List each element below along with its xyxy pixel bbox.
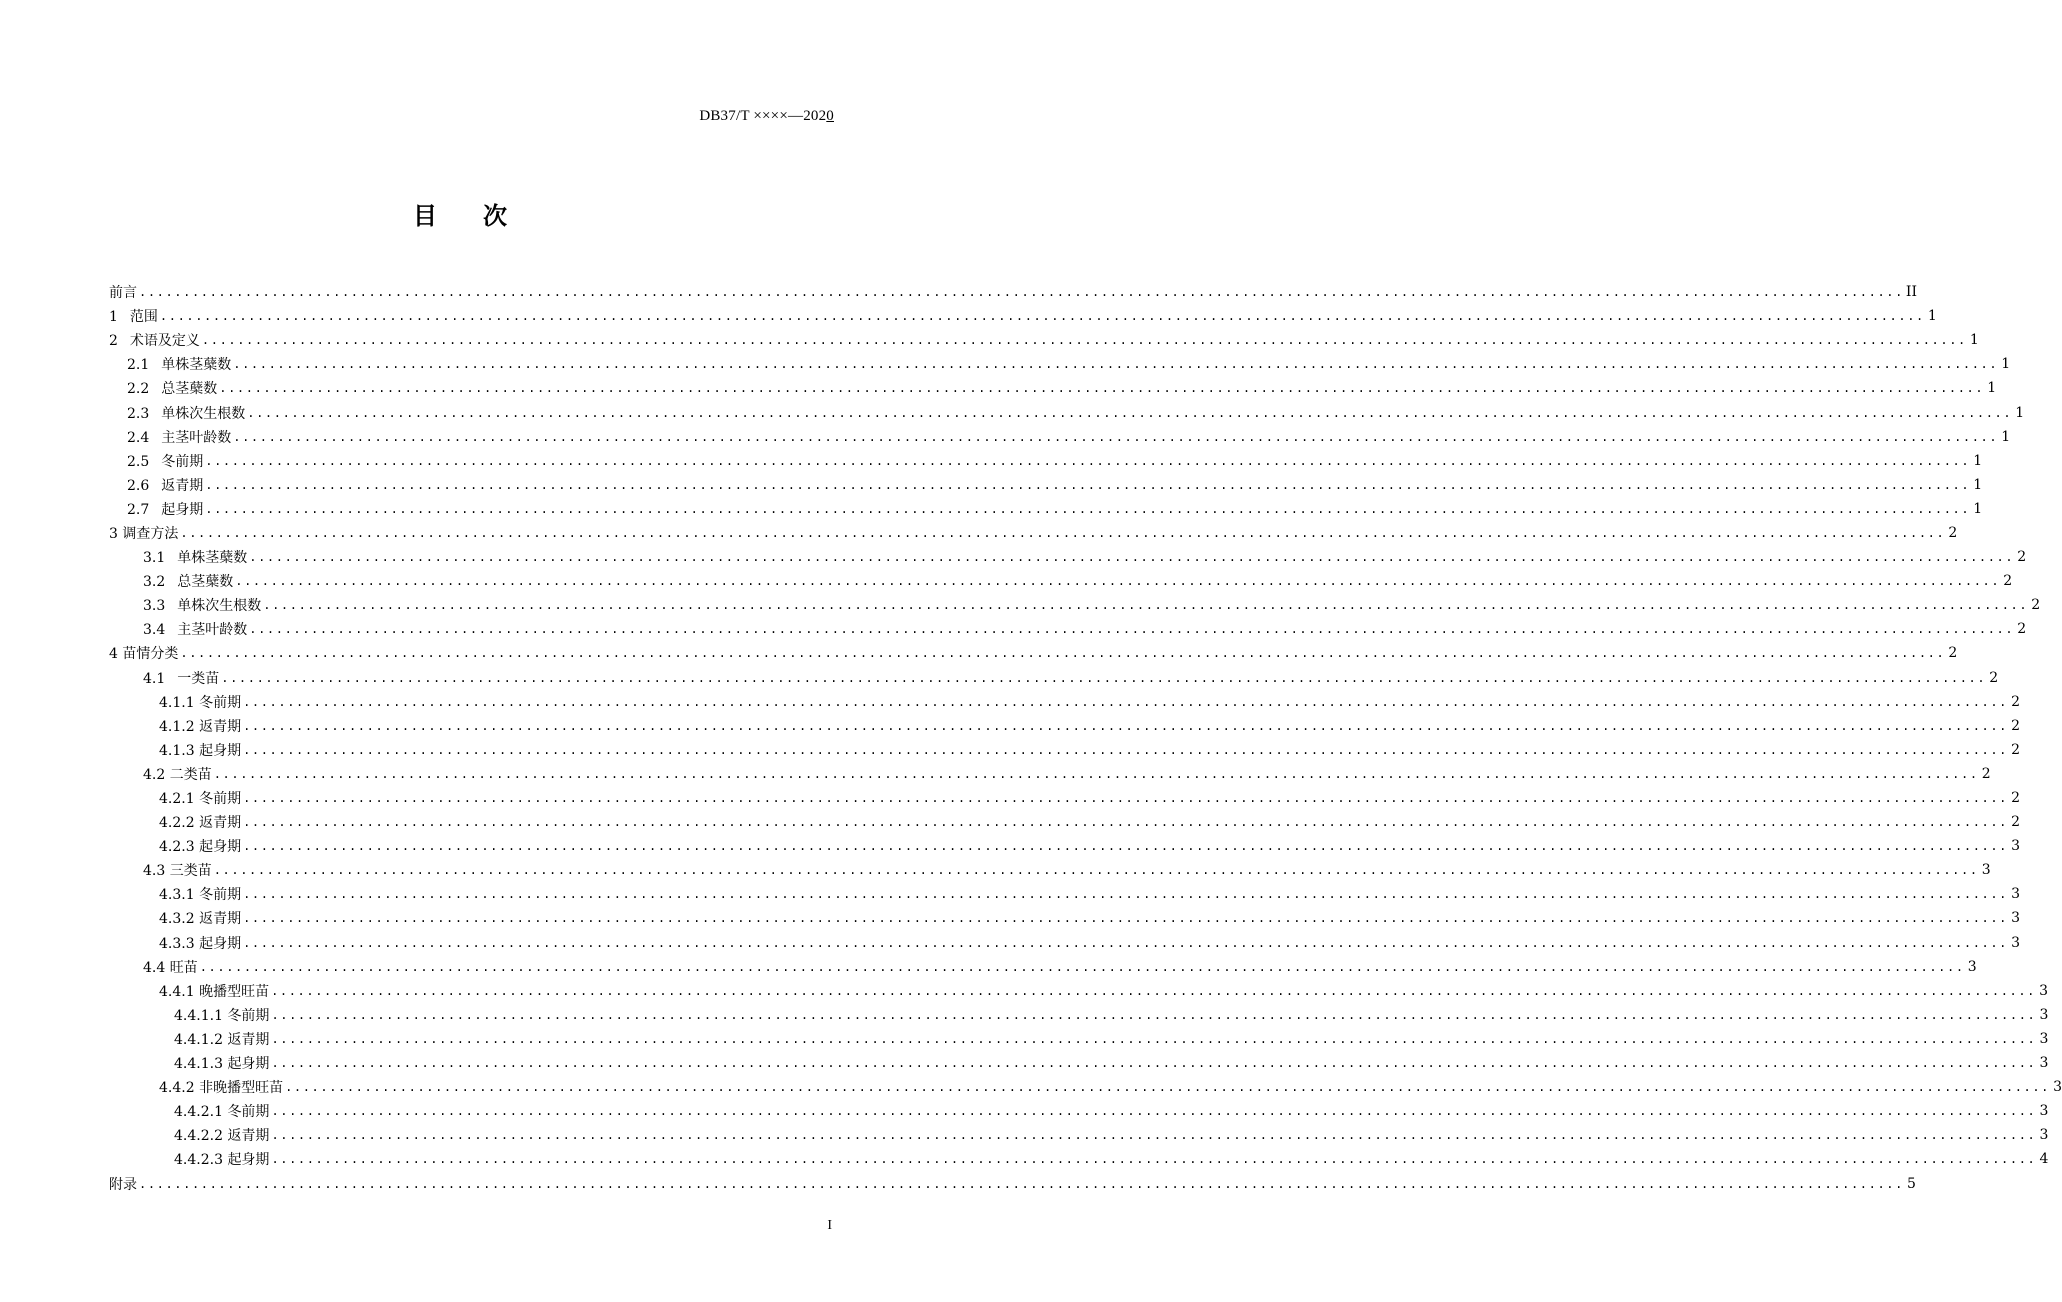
toc-entry-number: 4.4 — [143, 959, 166, 976]
toc-dot-leader: ........................................................................................................................................................................................................ — [199, 959, 1965, 974]
toc-entry-number: 4.2.3 — [159, 839, 195, 856]
toc-dot-leader: ........................................................................................................................................................................................................ — [205, 453, 1971, 468]
toc-entry-label: 返青期 — [199, 911, 242, 928]
toc-entry-label: 起身期 — [199, 742, 242, 759]
toc-dot-leader: ........................................................................................................................................................................................................ — [205, 477, 1971, 492]
toc-entry-number: 4.3.1 — [159, 887, 195, 904]
toc-entry-page: 1 — [2015, 404, 2025, 421]
toc-entry-title — [159, 836, 241, 856]
toc-entry-page: 3 — [2039, 1006, 2049, 1023]
toc-entry-label: 冬前期 — [227, 1104, 270, 1121]
toc-entry-title — [159, 884, 241, 904]
toc-dot-leader: ........................................................................................................................................................................................................ — [213, 766, 1979, 781]
toc-entry-title — [159, 812, 241, 832]
toc-entry-page: 3 — [1967, 958, 1977, 975]
toc-entry-page: 3 — [2011, 934, 2020, 951]
toc-entry-label: 起身期 — [227, 1056, 270, 1073]
toc-entry-number: 4.4.2 — [159, 1080, 195, 1097]
toc-entry-title — [143, 860, 212, 880]
toc-entry-label: 二类苗 — [169, 766, 212, 783]
toc-entry-page: 2 — [1948, 524, 1958, 541]
toc-entry[interactable] — [109, 858, 1991, 882]
toc-entry-number: 4.2.1 — [159, 791, 195, 808]
toc-entry[interactable] — [109, 690, 2020, 714]
toc-dot-leader: ........................................................................................................................................................................................................ — [247, 405, 2013, 420]
toc-entry-title — [159, 716, 241, 736]
toc-entry-title — [159, 740, 241, 760]
toc-entry-title — [159, 692, 241, 712]
toc-entry-label: 前言 — [109, 285, 137, 302]
toc-entry-title — [174, 1125, 269, 1145]
toc-entry-number: 4.4.1.3 — [174, 1056, 223, 1073]
toc-dot-leader: ........................................................................................................................................................................................................ — [285, 1080, 2050, 1095]
toc-entry-label: 冬前期 — [199, 791, 242, 808]
toc-entry[interactable] — [109, 714, 2020, 738]
toc-dot-leader: ........................................................................................................................................................................................................ — [243, 718, 2008, 733]
toc-entry[interactable] — [109, 906, 2020, 930]
toc-entry[interactable] — [109, 786, 2020, 810]
toc-entry-title — [109, 643, 178, 663]
toc-entry-label: 返青期 — [227, 1128, 270, 1145]
toc-entry-title — [159, 981, 269, 1001]
toc-entry[interactable] — [109, 762, 1991, 786]
toc-entry-number: 3.2 — [143, 574, 166, 591]
toc-entry-label: 术语及定义 — [129, 333, 200, 350]
toc-entry-title — [174, 1101, 269, 1121]
toc-entry-title — [143, 571, 233, 591]
toc-entry-number: 4.3 — [143, 863, 166, 880]
toc-entry-page: 2 — [2003, 573, 2013, 590]
toc-entry-number: 4.4.1 — [159, 983, 195, 1000]
toc-entry-label: 起身期 — [199, 839, 242, 856]
toc-entry[interactable] — [109, 617, 2027, 641]
toc-entry[interactable] — [109, 1051, 2049, 1075]
toc-dot-leader: ........................................................................................................................................................................................................ — [201, 333, 1967, 348]
toc-entry-label: 非晚播型旺苗 — [199, 1080, 284, 1097]
toc-entry-title — [127, 475, 203, 495]
toc-entry-title — [174, 1149, 269, 1169]
toc-dot-leader: ........................................................................................................................................................................................................ — [263, 598, 2029, 613]
toc-entry-page: 1 — [1973, 476, 1983, 493]
toc-entry-title — [159, 788, 241, 808]
toc-entry-page: 5 — [1907, 1175, 1916, 1192]
toc-entry-page: 2 — [2017, 549, 2027, 566]
document-code-text: DB37/T ××××—202 — [699, 108, 827, 124]
toc-entry-page: 2 — [1948, 645, 1958, 662]
toc-entry[interactable] — [109, 569, 2013, 593]
toc-entry-number: 4.1 — [143, 670, 166, 687]
toc-dot-leader: ........................................................................................................................................................................................................ — [271, 1152, 2037, 1167]
toc-entry[interactable] — [109, 834, 2020, 858]
toc-dot-leader: ........................................................................................................................................................................................................ — [243, 694, 2008, 709]
toc-entry[interactable] — [109, 521, 1958, 545]
toc-entry-label: 冬前期 — [199, 887, 242, 904]
toc-entry-number: 4.4.1.2 — [174, 1031, 223, 1048]
toc-entry-number: 4.1.1 — [159, 694, 195, 711]
toc-dot-leader: ........................................................................................................................................................................................................ — [180, 525, 1946, 540]
page-title-char-1: 目 — [413, 202, 437, 230]
toc-entry-title — [143, 595, 261, 615]
toc-entry-title — [109, 282, 137, 302]
toc-entry-title — [174, 1053, 269, 1073]
toc-dot-leader: ........................................................................................................................................................................................................ — [243, 911, 2008, 926]
toc-entry[interactable] — [109, 1003, 2049, 1027]
toc-dot-leader: ........................................................................................................................................................................................................ — [243, 791, 2008, 806]
toc-entry-number: 2.4 — [127, 429, 150, 446]
toc-entry-page: 3 — [2011, 886, 2020, 903]
toc-entry-page: 3 — [2053, 1079, 2062, 1096]
toc-entry[interactable] — [109, 545, 2027, 569]
toc-entry-title — [143, 547, 247, 567]
toc-entry-label: 主茎叶龄数 — [177, 622, 248, 639]
page-number: I — [827, 1218, 832, 1233]
toc-entry-number: 4.2 — [143, 766, 166, 783]
toc-entry-title — [127, 427, 231, 447]
toc-entry-page: 2 — [1989, 669, 1999, 686]
toc-entry-label: 单株次生根数 — [161, 405, 246, 422]
toc-entry[interactable] — [109, 1099, 2049, 1123]
toc-entry-page: 3 — [2039, 1030, 2049, 1047]
toc-dot-leader: ........................................................................................................................................................................................................ — [233, 429, 1999, 444]
toc-entry-page: 3 — [2011, 910, 2020, 927]
toc-entry-label: 总茎蘖数 — [177, 574, 234, 591]
toc-entry[interactable] — [109, 449, 1983, 473]
page-title-char-2: 次 — [483, 202, 507, 230]
toc-dot-leader: ........................................................................................................................................................................................................ — [271, 983, 2036, 998]
toc-entry[interactable] — [109, 955, 1977, 979]
toc-entry[interactable] — [109, 1123, 2049, 1147]
toc-entry[interactable] — [109, 931, 2020, 955]
toc-entry-title — [143, 957, 198, 977]
toc-entry-number: 2.3 — [127, 405, 150, 422]
toc-entry-label: 冬前期 — [227, 1007, 270, 1024]
toc-entry-page: 3 — [2039, 1103, 2049, 1120]
toc-entry-number: 3 — [109, 525, 118, 542]
toc-entry-title — [143, 764, 212, 784]
toc-entry-title — [127, 378, 217, 398]
toc-entry[interactable] — [109, 376, 1997, 400]
toc-entry[interactable] — [109, 304, 1937, 328]
toc-entry-label: 起身期 — [161, 501, 204, 518]
toc-entry-number: 4.4.1.1 — [174, 1007, 223, 1024]
toc-entry-label: 返青期 — [161, 477, 204, 494]
toc-entry-title — [159, 933, 241, 953]
toc-dot-leader: ........................................................................................................................................................................................................ — [205, 501, 1971, 516]
toc-entry-page: 2 — [2011, 814, 2020, 831]
toc-dot-leader: ........................................................................................................................................................................................................ — [219, 381, 1985, 396]
toc-entry-title — [174, 1029, 269, 1049]
toc-entry-number: 3.1 — [143, 550, 166, 567]
toc-entry-number: 2.7 — [127, 501, 150, 518]
toc-entry-title — [127, 403, 245, 423]
toc-entry-page: 1 — [1987, 380, 1997, 397]
toc-entry-label: 附录 — [109, 1176, 137, 1193]
toc-entry-title — [109, 523, 178, 543]
toc-entry[interactable] — [109, 400, 2025, 424]
toc-dot-leader: ........................................................................................................................................................................................................ — [235, 574, 2001, 589]
toc-entry[interactable] — [109, 738, 2020, 762]
toc-entry-title — [159, 908, 241, 928]
toc-dot-leader: ........................................................................................................................................................................................................ — [221, 670, 1987, 685]
toc-entry-label: 总茎蘖数 — [161, 381, 218, 398]
toc-entry-number: 4.2.2 — [159, 815, 195, 832]
toc-entry[interactable] — [109, 810, 2020, 834]
toc-dot-leader: ........................................................................................................................................................................................................ — [243, 839, 2008, 854]
page-title — [0, 196, 920, 231]
toc-entry-title — [127, 354, 231, 374]
toc-entry-page: 2 — [2017, 621, 2027, 638]
toc-dot-leader: ........................................................................................................................................................................................................ — [139, 1176, 1904, 1191]
toc-entry-label: 范围 — [129, 309, 158, 326]
toc-dot-leader: ........................................................................................................................................................................................................ — [243, 815, 2008, 830]
toc-dot-leader: ........................................................................................................................................................................................................ — [243, 887, 2008, 902]
toc-entry-page: 2 — [2011, 741, 2020, 758]
toc-dot-leader: ........................................................................................................................................................................................................ — [233, 357, 1999, 372]
document-code-tail: 0 — [826, 108, 834, 124]
toc-dot-leader: ........................................................................................................................................................................................................ — [271, 1128, 2037, 1143]
toc-entry-label: 苗情分类 — [122, 646, 179, 663]
toc-entry-title — [143, 619, 247, 639]
toc-entry[interactable] — [109, 1027, 2049, 1051]
toc-entry-label: 冬前期 — [199, 694, 242, 711]
toc-dot-leader: ........................................................................................................................................................................................................ — [139, 285, 1904, 300]
toc-entry-label: 冬前期 — [161, 453, 204, 470]
toc-entry[interactable] — [109, 352, 2011, 376]
toc-entry[interactable] — [109, 882, 2020, 906]
toc-entry-number: 1 — [109, 309, 118, 326]
toc-entry-label: 起身期 — [199, 935, 242, 952]
toc-entry-number: 4.4.2.1 — [174, 1104, 223, 1121]
toc-entry-page: 4 — [2039, 1151, 2049, 1168]
toc-entry-page: 2 — [2031, 597, 2041, 614]
toc-dot-leader: ........................................................................................................................................................................................................ — [213, 863, 1979, 878]
toc-entry-page: 3 — [2039, 1055, 2049, 1072]
toc-entry[interactable] — [109, 1147, 2049, 1171]
toc-entry-page: 3 — [2039, 1127, 2049, 1144]
document-code — [699, 108, 834, 125]
toc-entry-number: 2.6 — [127, 477, 150, 494]
toc-entry-number: 4.1.3 — [159, 742, 195, 759]
toc-entry[interactable] — [109, 425, 2011, 449]
toc-entry-page: 2 — [1981, 765, 1991, 782]
toc-entry-label: 返青期 — [199, 718, 242, 735]
toc-entry-number: 2.2 — [127, 381, 150, 398]
toc-entry[interactable] — [109, 979, 2048, 1003]
toc-entry-label: 一类苗 — [177, 670, 220, 687]
toc-entry-number: 4.3.3 — [159, 935, 195, 952]
toc-entry-title — [143, 668, 219, 688]
toc-entry-label: 单株次生根数 — [177, 598, 262, 615]
toc-entry-number: 4.3.2 — [159, 911, 195, 928]
toc-entry-page: 3 — [2039, 982, 2048, 999]
toc-entry-label: 起身期 — [227, 1152, 270, 1169]
table-of-contents — [109, 280, 2062, 1196]
toc-entry-page: 3 — [2011, 838, 2020, 855]
toc-entry-title — [109, 306, 158, 326]
toc-entry-page: 3 — [1981, 862, 1991, 879]
toc-dot-leader: ........................................................................................................................................................................................................ — [243, 935, 2008, 950]
toc-entry-page: 2 — [2011, 790, 2020, 807]
toc-entry-title — [127, 499, 203, 519]
toc-entry-number: 2.5 — [127, 453, 150, 470]
toc-entry-page: 1 — [2001, 428, 2011, 445]
toc-entry-label: 晚播型旺苗 — [199, 983, 270, 1000]
toc-entry[interactable] — [109, 666, 1999, 690]
toc-dot-leader: ........................................................................................................................................................................................................ — [271, 1007, 2037, 1022]
toc-entry-number: 2.1 — [127, 357, 150, 374]
toc-entry[interactable] — [109, 473, 1983, 497]
toc-entry[interactable] — [109, 1075, 2062, 1099]
toc-entry[interactable] — [109, 328, 1979, 352]
toc-entry-title — [109, 1174, 137, 1194]
toc-entry-title — [127, 451, 203, 471]
toc-entry-number: 4.4.2.2 — [174, 1128, 223, 1145]
toc-entry-title — [174, 1005, 269, 1025]
toc-entry-page: 1 — [1969, 332, 1979, 349]
toc-entry-page: 1 — [2001, 356, 2011, 373]
toc-entry-title — [109, 330, 200, 350]
toc-entry[interactable] — [109, 593, 2041, 617]
toc-entry-label: 返青期 — [227, 1031, 270, 1048]
toc-entry-label: 单株茎蘖数 — [177, 550, 248, 567]
toc-entry-page: II — [1905, 284, 1917, 301]
toc-entry[interactable] — [109, 1171, 1916, 1195]
toc-entry[interactable] — [109, 280, 1917, 304]
toc-entry-number: 3.3 — [143, 598, 166, 615]
toc-entry-page: 1 — [1927, 308, 1937, 325]
toc-dot-leader: ........................................................................................................................................................................................................ — [271, 1104, 2037, 1119]
toc-dot-leader: ........................................................................................................................................................................................................ — [249, 622, 2015, 637]
toc-entry-label: 旺苗 — [169, 959, 198, 976]
toc-entry-page: 1 — [1973, 452, 1983, 469]
toc-dot-leader: ........................................................................................................................................................................................................ — [271, 1031, 2037, 1046]
toc-entry-title — [159, 1077, 283, 1097]
toc-entry-number: 4.1.2 — [159, 718, 195, 735]
toc-entry-number: 4.4.2.3 — [174, 1152, 223, 1169]
toc-entry-page: 2 — [2011, 693, 2020, 710]
toc-entry-number: 3.4 — [143, 622, 166, 639]
toc-dot-leader: ........................................................................................................................................................................................................ — [271, 1056, 2037, 1071]
toc-entry-label: 三类苗 — [169, 863, 212, 880]
toc-dot-leader: ........................................................................................................................................................................................................ — [243, 742, 2008, 757]
toc-dot-leader: ........................................................................................................................................................................................................ — [180, 646, 1946, 661]
toc-entry-number: 2 — [109, 333, 118, 350]
toc-entry-label: 返青期 — [199, 815, 242, 832]
toc-dot-leader: ........................................................................................................................................................................................................ — [159, 309, 1925, 324]
toc-dot-leader: ........................................................................................................................................................................................................ — [249, 550, 2015, 565]
toc-entry-label: 单株茎蘖数 — [161, 357, 232, 374]
toc-entry-label: 调查方法 — [122, 525, 179, 542]
toc-entry-number: 4 — [109, 646, 118, 663]
toc-entry[interactable] — [109, 497, 1983, 521]
toc-entry-page: 1 — [1973, 500, 1983, 517]
toc-entry-page: 2 — [2011, 717, 2020, 734]
toc-entry-label: 主茎叶龄数 — [161, 429, 232, 446]
toc-entry[interactable] — [109, 641, 1958, 665]
